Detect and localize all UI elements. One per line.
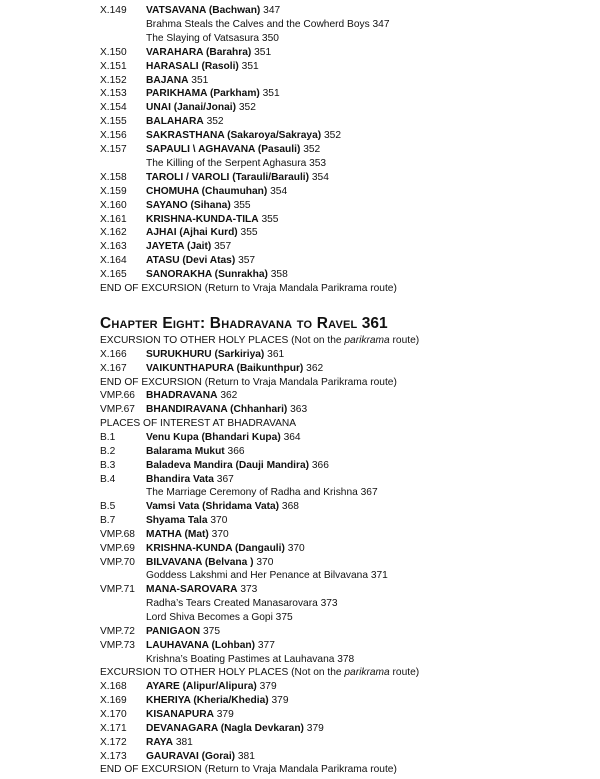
entry-name: SURUKHURU (Sarkiriya) [146, 348, 265, 360]
entry-page: 370 [211, 528, 229, 540]
entry-name: KRISHNA-KUNDA (Dangauli) [146, 542, 285, 554]
entry-page: 370 [256, 556, 274, 568]
entry-code: X.156 [100, 130, 127, 142]
entry-name: HARASALI (Rasoli) [146, 60, 239, 72]
entry-page: 358 [270, 269, 288, 281]
entry-name: LAUHAVANA (Lohban) [146, 639, 256, 651]
entry-page: 352 [323, 130, 341, 142]
entry-page: 370 [210, 515, 228, 527]
entry-name: VAIKUNTHAPURA (Baikunthpur) [146, 362, 304, 374]
entry-code: X.154 [100, 102, 127, 114]
entry-code: X.150 [100, 46, 127, 58]
entry-page: 367 [216, 473, 234, 485]
entry-code: X.163 [100, 241, 127, 253]
entry-page: 347 [263, 5, 281, 16]
entry-name: SAKRASTHANA (Sakaroya/Sakraya) [146, 130, 322, 142]
entry-name: RAYA [146, 736, 173, 748]
chapter-title: Chapter Eight: Bhadravana to Ravel [100, 315, 358, 332]
entry-page: 373 [240, 584, 258, 596]
entry-name: DEVANAGARA (Nagla Devkaran) [146, 722, 304, 734]
entry-name: BALAHARA [146, 116, 204, 128]
entry-page: 361 [267, 348, 285, 360]
subentry-text: Goddess Lakshmi and Her Penance at Bilvavana 371 [146, 570, 388, 582]
entry-name: Balarama Mukut [146, 445, 225, 457]
entry-code: X.149 [100, 5, 127, 16]
entry-code: VMP.72 [100, 625, 135, 637]
entry-code: X.152 [100, 74, 127, 86]
entry-name: Baladeva Mandira (Dauji Mandira) [146, 459, 310, 471]
entry-code: X.162 [100, 227, 127, 239]
entry-page: 368 [281, 501, 299, 513]
entry-code: X.169 [100, 695, 127, 707]
subentry-text: Lord Shiva Becomes a Gopi 375 [146, 612, 293, 623]
entry-code: X.155 [100, 116, 127, 128]
entry-page: 354 [270, 185, 288, 197]
entry-code: X.171 [100, 722, 127, 734]
entry-page: 352 [206, 116, 224, 128]
entry-name: Bhandira Vata [146, 473, 214, 485]
entry-code: VMP.66 [100, 390, 135, 402]
entry-name: BILVAVANA (Belvana ) [146, 556, 254, 568]
subentry-text: Krishna’s Boating Pastimes at Lauhavana 378 [146, 653, 355, 665]
entry-code: X.165 [100, 269, 127, 281]
section-note-text: END OF EXCURSION (Return to Vraja Mandala Parikrama route) [100, 764, 397, 776]
entry-page: 355 [261, 213, 279, 225]
entry-page: 362 [306, 362, 324, 374]
entry-name: BHANDIRAVANA (Chhanhari) [146, 404, 288, 416]
entry-code: X.173 [100, 750, 127, 762]
entry-code: X.167 [100, 362, 127, 374]
entry-code: B.5 [100, 501, 116, 513]
entry-name: PANIGAON [146, 625, 201, 637]
entry-page: 370 [287, 542, 305, 554]
entry-code: X.166 [100, 348, 127, 360]
chapter-page: 361 [361, 315, 388, 332]
entry-page: 352 [238, 102, 256, 114]
entry-name: TAROLI / VAROLI (Tarauli/Barauli) [146, 171, 310, 183]
entry-name: SAPAULI \ AGHAVANA (Pasauli) [146, 144, 301, 155]
subentry-text: The Killing of the Serpent Aghasura 353 [146, 157, 327, 169]
entry-name: GAURAVAI (Gorai) [146, 750, 236, 762]
entry-page: 351 [191, 74, 209, 86]
entry-page: 366 [227, 445, 245, 457]
entry-code: X.172 [100, 736, 127, 748]
entry-name: ATASU (Devi Atas) [146, 255, 236, 267]
entry-code: X.159 [100, 185, 127, 197]
entry-code: B.2 [100, 445, 116, 457]
entry-page: 364 [283, 431, 301, 443]
entry-name: JAYETA (Jait) [146, 241, 212, 253]
entry-page: 355 [240, 227, 258, 239]
entry-code: VMP.67 [100, 404, 135, 416]
excursion-note-italic: parikrama [344, 335, 390, 346]
entry-name: Venu Kupa (Bhandari Kupa) [146, 431, 281, 443]
entry-code: VMP.71 [100, 584, 135, 596]
subentry-text: The Slaying of Vatsasura 350 [146, 32, 279, 44]
entry-name: MANA-SAROVARA [146, 584, 238, 596]
entry-page: 362 [220, 390, 238, 402]
entry-page: 357 [238, 255, 256, 267]
excursion-note-post: route) [389, 667, 420, 679]
entry-code: X.158 [100, 171, 127, 183]
entry-page: 379 [306, 722, 324, 734]
excursion-note-pre: EXCURSION TO OTHER HOLY PLACES (Not on the [100, 667, 345, 679]
entry-code: X.164 [100, 255, 127, 267]
entry-code: X.157 [100, 144, 127, 155]
entry-name: SAYANO (Sihana) [146, 199, 231, 211]
entry-name: SANORAKHA (Sunrakha) [146, 269, 268, 281]
entry-code: VMP.69 [100, 542, 135, 554]
entry-name: KISANAPURA [146, 708, 214, 720]
entry-name: BAJANA [146, 74, 189, 86]
entry-page: 357 [214, 241, 232, 253]
section-note-text: END OF EXCURSION (Return to Vraja Mandala Parikrama route) [100, 283, 397, 294]
entry-page: 377 [257, 639, 275, 651]
entry-code: B.7 [100, 515, 116, 527]
entry-page: 379 [216, 708, 234, 720]
entry-page: 351 [241, 60, 259, 72]
entry-code: VMP.68 [100, 528, 135, 540]
subentry-text: Brahma Steals the Calves and the Cowherd Boys 347 [146, 18, 390, 30]
entry-page: 355 [233, 199, 251, 211]
entry-page: 366 [311, 459, 329, 471]
entry-code: X.160 [100, 199, 127, 211]
excursion-note-italic: parikrama [344, 667, 390, 679]
entry-name: Shyama Tala [146, 515, 208, 527]
entry-name: CHOMUHA (Chaumuhan) [146, 185, 268, 197]
excursion-note-pre: EXCURSION TO OTHER HOLY PLACES (Not on the [100, 335, 345, 346]
entry-code: X.161 [100, 213, 127, 225]
entry-name: VATSAVANA (Bachwan) [146, 5, 261, 16]
entry-page: 381 [175, 736, 193, 748]
entry-code: B.1 [100, 431, 116, 443]
entry-page: 375 [203, 625, 220, 637]
entry-name: AJHAI (Ajhai Kurd) [146, 227, 238, 239]
entry-name: KHERIYA (Kheria/Khedia) [146, 695, 269, 707]
entry-page: 354 [311, 171, 329, 183]
entry-code: VMP.73 [100, 639, 135, 651]
entry-page: 363 [290, 404, 308, 416]
entry-name: UNAI (Janai/Jonai) [146, 102, 237, 114]
entry-name: PARIKHAMA (Parkham) [146, 88, 260, 100]
entry-code: X.151 [100, 60, 127, 72]
entry-code: X.153 [100, 88, 127, 100]
entry-page: 352 [303, 144, 321, 155]
entry-code: VMP.70 [100, 556, 135, 568]
entry-page: 351 [262, 88, 280, 100]
section-note-text: PLACES OF INTEREST AT BHADRAVANA [100, 418, 297, 430]
subentry-text: The Marriage Ceremony of Radha and Krishna 367 [146, 487, 378, 499]
entry-code: B.4 [100, 473, 116, 485]
entry-page: 351 [254, 46, 272, 58]
entry-name: KRISHNA-KUNDA-TILA [146, 213, 259, 225]
subentry-text: Radha’s Tears Created Manasarovara 373 [146, 598, 338, 610]
entry-page: 379 [259, 681, 277, 693]
entry-name: AYARE (Alipur/Alipura) [146, 681, 257, 693]
entry-code: X.170 [100, 708, 127, 720]
section-note-text: END OF EXCURSION (Return to Vraja Mandala Parikrama route) [100, 376, 397, 388]
entry-code: B.3 [100, 459, 116, 471]
entry-code: X.168 [100, 681, 127, 693]
entry-page: 381 [237, 750, 255, 762]
entry-page: 379 [271, 695, 289, 707]
entry-name: BHADRAVANA [146, 390, 218, 402]
entry-name: VARAHARA (Barahra) [146, 46, 252, 58]
entry-name: Vamsi Vata (Shridama Vata) [146, 501, 280, 513]
entry-name: MATHA (Mat) [146, 528, 209, 540]
excursion-note-post: route) [389, 335, 420, 346]
